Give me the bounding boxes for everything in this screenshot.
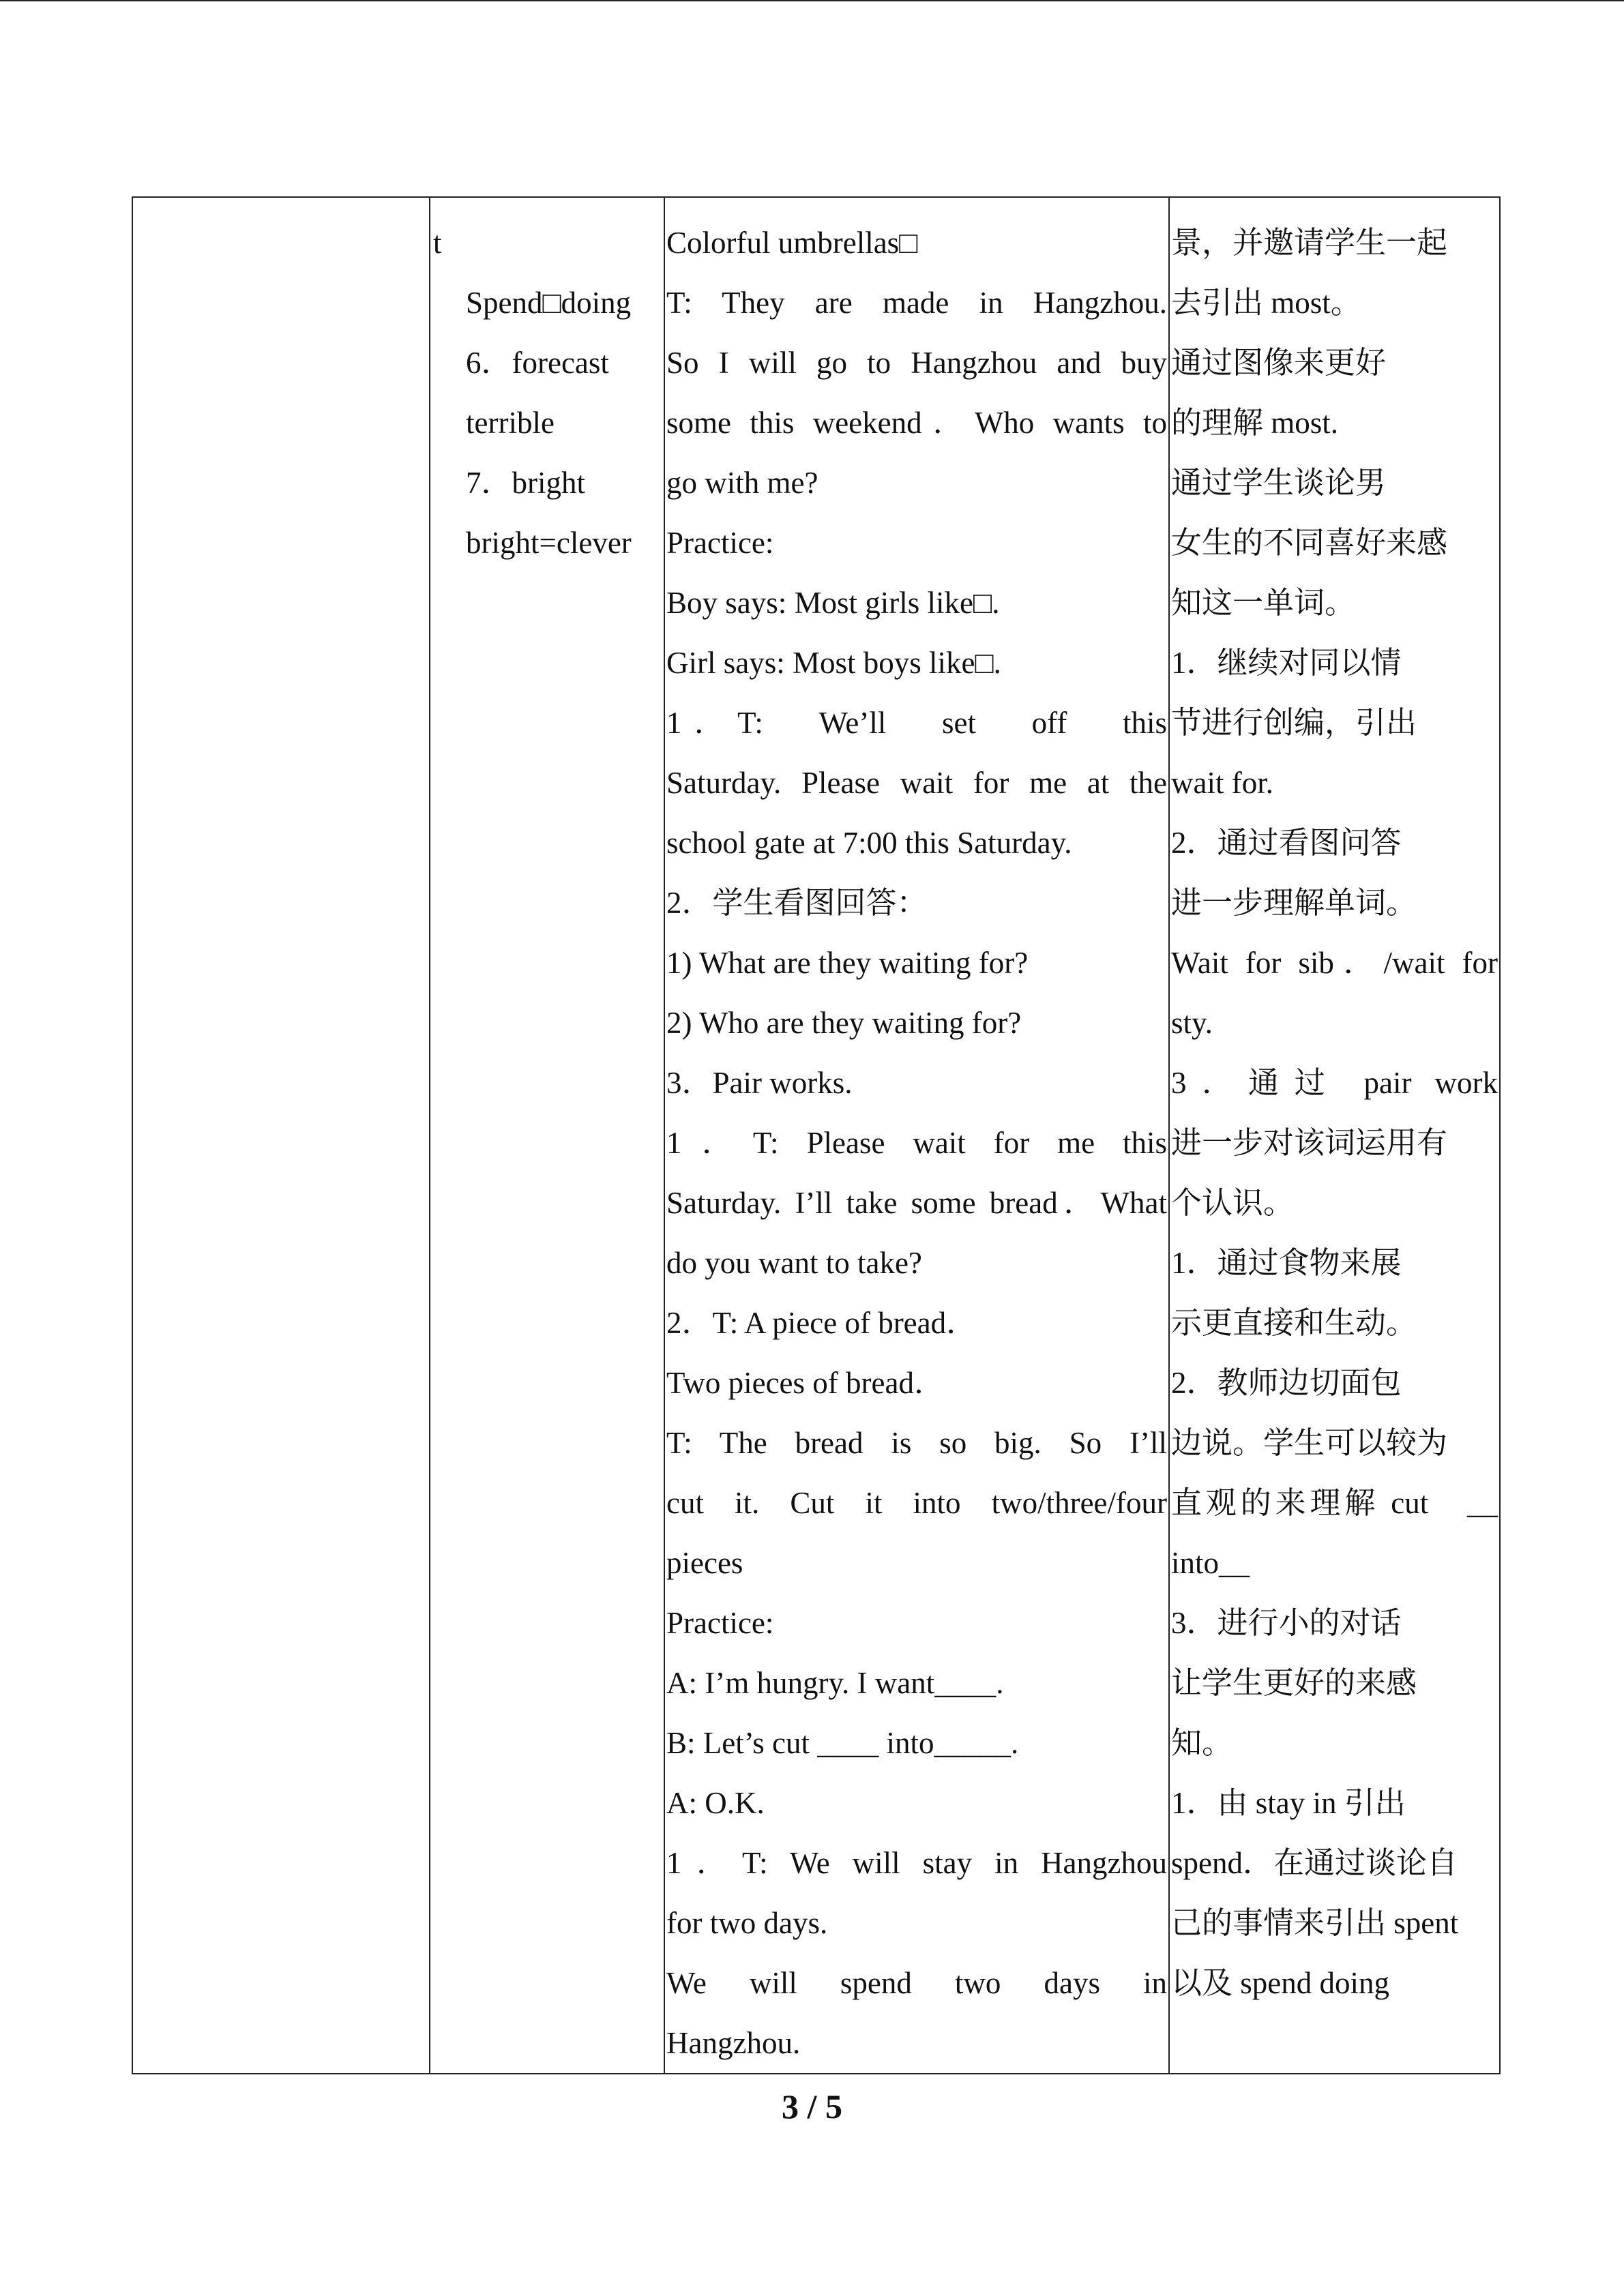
col4-line: 女生的不同喜好来感 [1171, 526, 1448, 560]
col4-line: 去引出 most。 [1171, 286, 1361, 320]
col4-line: 边说。学生可以较为 [1171, 1426, 1448, 1460]
col3-line: Girl says: Most boys like□. [666, 646, 1001, 680]
col2-line: 6．forecast [466, 346, 609, 380]
col3-line: A: O.K. [666, 1786, 765, 1820]
col2-line: bright=clever [466, 526, 632, 560]
col4-line: 景，并邀请学生一起 [1171, 226, 1448, 260]
col4-line: 通过图像来更好 [1171, 346, 1387, 380]
col3-line: T: The bread is so big. So I’ll [666, 1426, 1167, 1460]
col3-line: 2．T: A piece of bread． [666, 1306, 977, 1340]
col4-line: 1．由 stay in 引出 [1171, 1786, 1406, 1820]
col3-line: 3．Pair works. [666, 1066, 853, 1100]
col4-line: 直观的来理解 cut __ [1171, 1486, 1498, 1520]
col3-line: 2) Who are they waiting for? [666, 1006, 1022, 1040]
col3-line: Hangzhou. [666, 2026, 801, 2060]
col3-line: B: Let’s cut ____ into_____. [666, 1726, 1019, 1760]
col3-line: 1．T: Please wait for me this [666, 1126, 1167, 1160]
col4-line: 知这一单词。 [1171, 586, 1356, 620]
col4-line: 己的事情来引出 spent [1171, 1906, 1459, 1940]
col4-line: 进一步对该词运用有 [1171, 1126, 1448, 1160]
design-intent-column-cell [1169, 197, 1500, 2074]
col3-line: Practice: [666, 526, 774, 560]
top-border-line [0, 0, 1624, 1]
lesson-plan-table [132, 196, 1501, 2074]
col3-line: Two pieces of bread． [666, 1366, 945, 1400]
col3-line: pieces [666, 1546, 743, 1580]
col4-line: Wait for sib．/wait for [1171, 946, 1498, 980]
col4-line: 通过学生谈论男 [1171, 466, 1387, 500]
col4-line: 的理解 most. [1171, 406, 1339, 440]
col4-line: 2．通过看图问答 [1171, 826, 1402, 860]
teaching-activity-text [665, 198, 1168, 2073]
col3-line: Colorful umbrellas□ [666, 226, 918, 260]
col4-line: 示更直接和生动。 [1171, 1306, 1417, 1340]
teaching-activity-column-cell [664, 197, 1169, 2074]
col2-line: t [433, 226, 442, 260]
col2-line: Spend□doing [466, 286, 632, 320]
col3-line: Saturday. I’ll take some bread．What [666, 1186, 1167, 1220]
col4-line: wait for. [1171, 766, 1273, 800]
col4-line: 让学生更好的来感 [1171, 1666, 1417, 1700]
col4-line: 3．通过 pair work [1171, 1066, 1498, 1100]
col3-line: some this weekend．Who wants to [666, 406, 1167, 440]
col4-line: 1．通过食物来展 [1171, 1246, 1402, 1280]
col3-line: We will spend two days in [666, 1966, 1167, 2000]
col3-line: Practice: [666, 1606, 774, 1640]
design-intent-text [1170, 198, 1499, 2013]
col4-line: into__ [1171, 1546, 1250, 1580]
col4-line: sty. [1171, 1006, 1213, 1040]
col4-line: 以及 spend doing [1171, 1966, 1389, 2000]
col3-line: 1．T: We will stay in Hangzhou [666, 1846, 1167, 1880]
col4-line: 进一步理解单词。 [1171, 886, 1417, 920]
stage-column-cell [132, 197, 430, 2074]
col3-line: school gate at 7:00 this Saturday. [666, 826, 1072, 860]
col3-line: T: They are made in Hangzhou. [666, 286, 1167, 320]
col3-line: go with me? [666, 466, 818, 500]
col2-line: 7．bright [466, 466, 585, 500]
col2-line: terrible [466, 406, 555, 440]
col3-line: for two days. [666, 1906, 828, 1940]
col3-line: So I will go to Hangzhou and buy [666, 346, 1167, 380]
col3-line: 1) What are they waiting for? [666, 946, 1029, 980]
col3-line: cut it. Cut it into two/three/four [666, 1486, 1167, 1520]
col3-line: 1．T: We’ll set off this [666, 706, 1167, 740]
col3-line: Saturday. Please wait for me at the [666, 766, 1167, 800]
col4-line: 1．继续对同以情 [1171, 646, 1402, 680]
page-number: 3 / 5 [782, 2087, 842, 2126]
vocabulary-column-cell [430, 197, 664, 2074]
vocabulary-list [430, 198, 664, 573]
table-row [132, 197, 1500, 2074]
col3-line: A: I’m hungry. I want____. [666, 1666, 1004, 1700]
col4-line: 个认识。 [1171, 1186, 1295, 1220]
col3-line: do you want to take? [666, 1246, 922, 1280]
col3-line: Boy says: Most girls like□. [666, 586, 1000, 620]
col4-line: 2．教师边切面包 [1171, 1366, 1402, 1400]
col4-line: 3．进行小的对话 [1171, 1606, 1402, 1640]
col3-line: 2．学生看图回答： [666, 886, 928, 920]
col4-line: 节进行创编，引出 [1171, 706, 1417, 740]
col4-line: spend．在通过谈论自 [1171, 1846, 1458, 1880]
col4-line: 知。 [1171, 1726, 1233, 1760]
